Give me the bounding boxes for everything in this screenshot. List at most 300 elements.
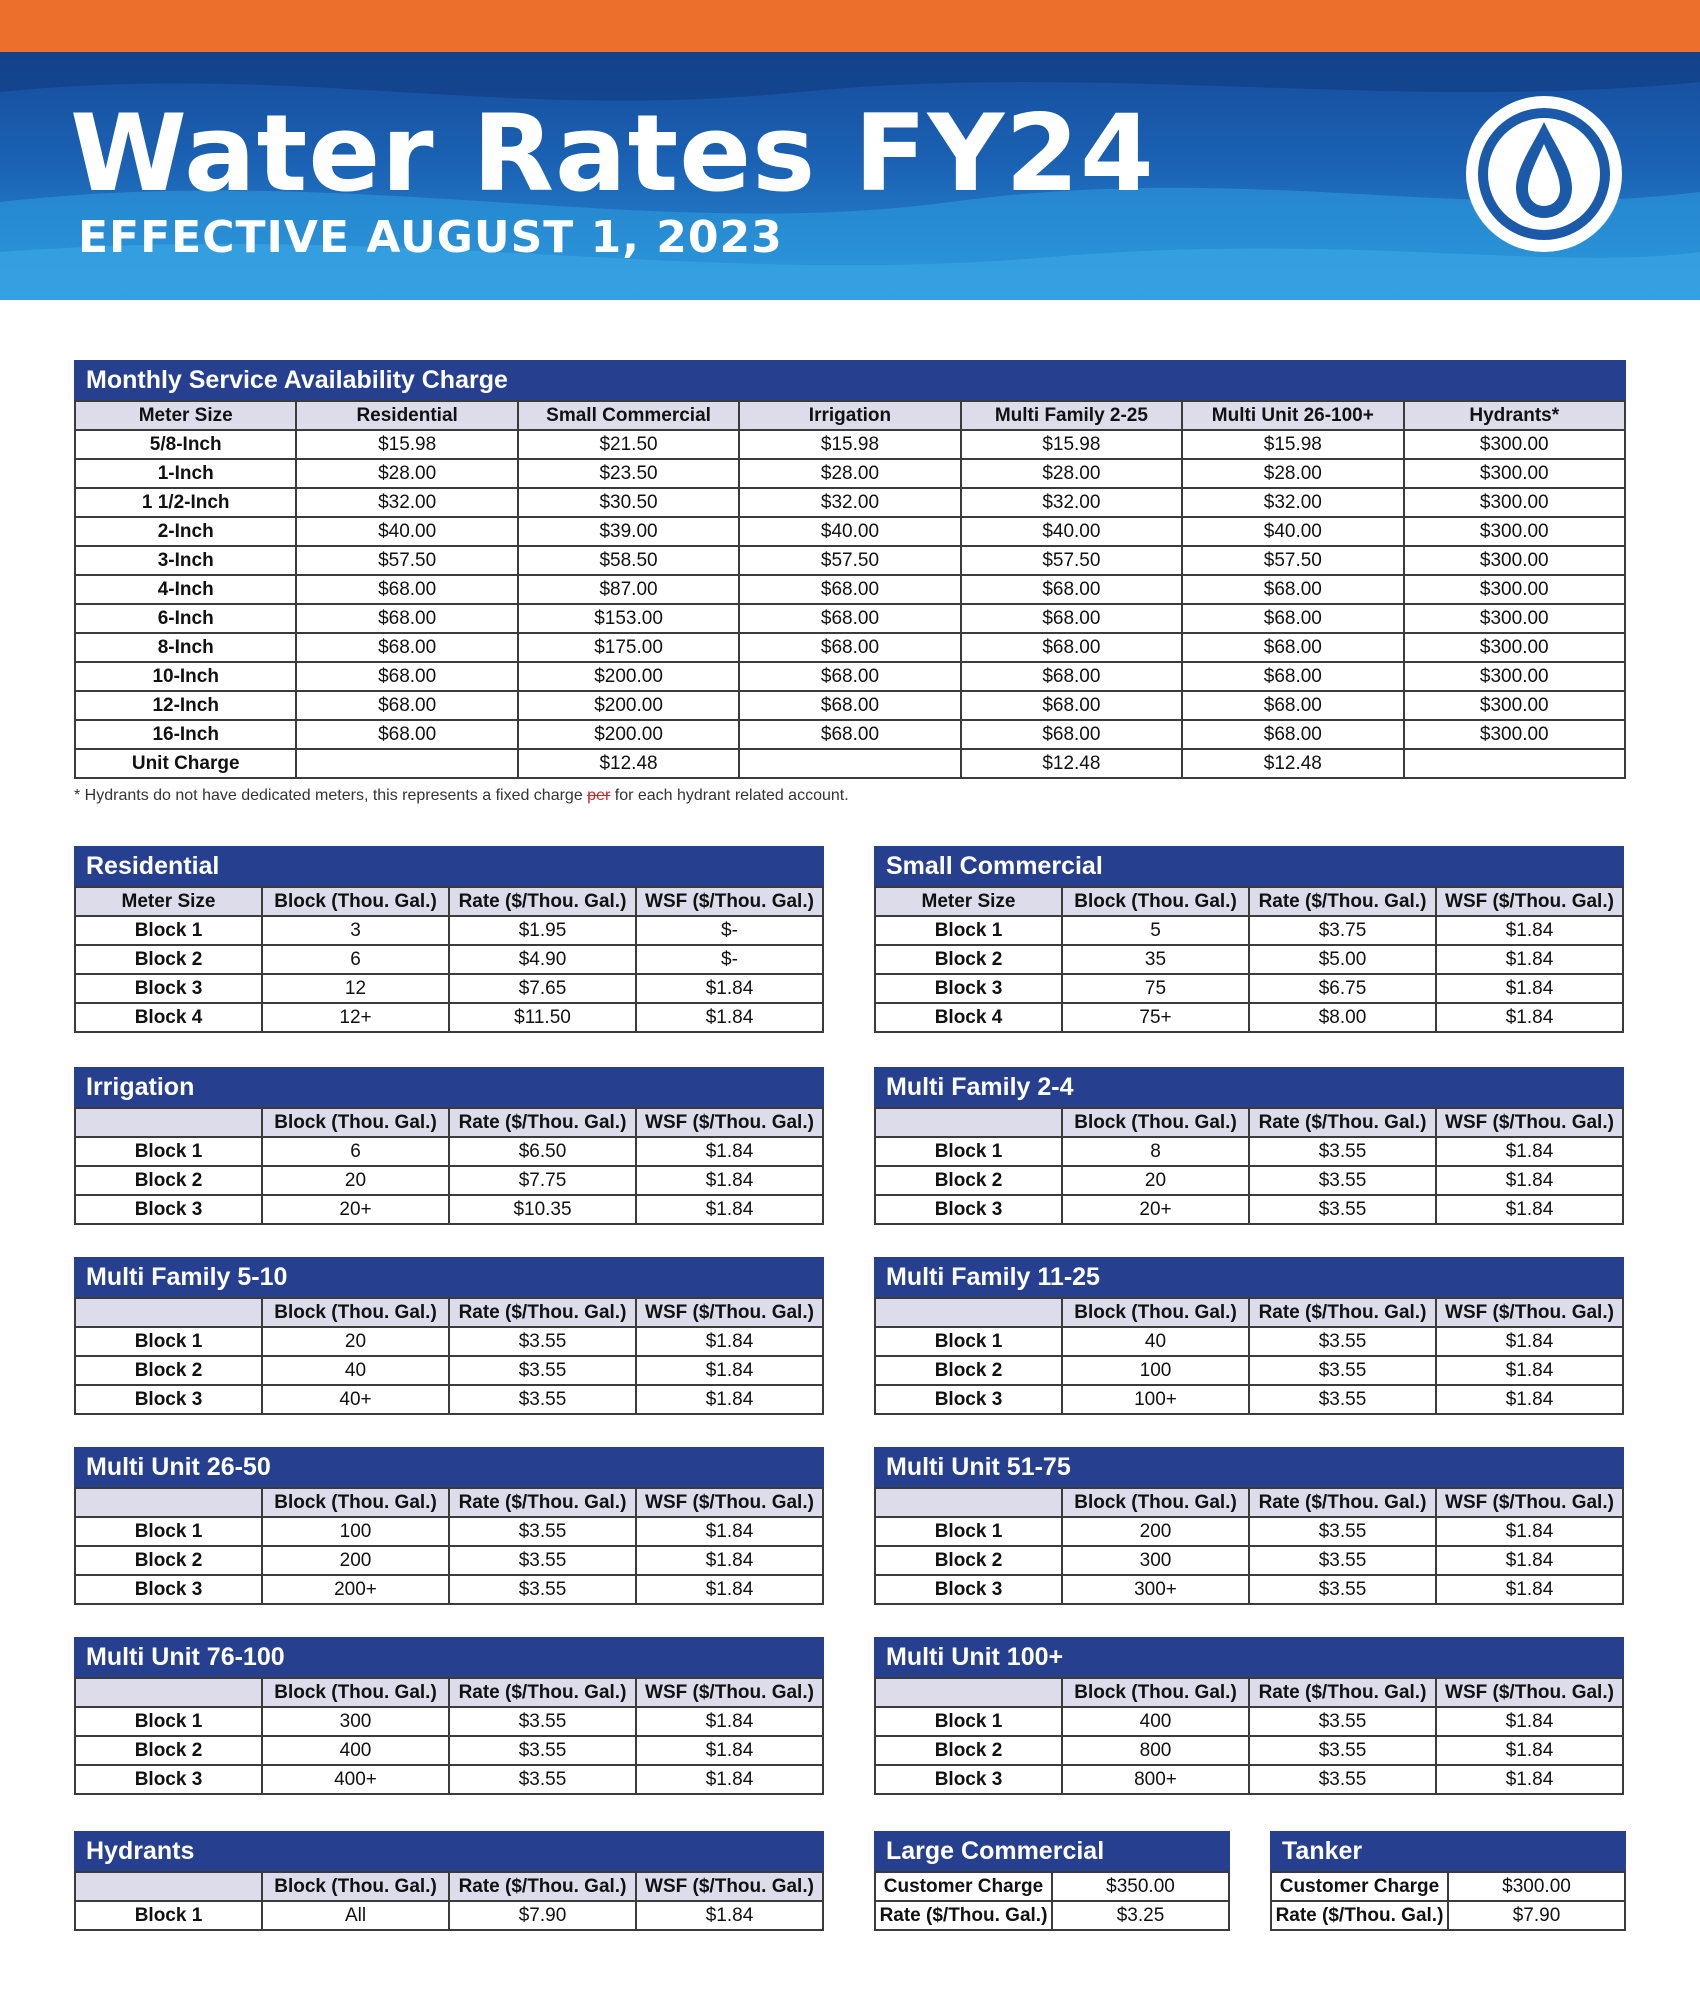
table-cell: $15.98 — [961, 430, 1182, 459]
table-cell: 6 — [262, 1137, 449, 1166]
table-cell: $350.00 — [1052, 1872, 1229, 1901]
table-cell: $1.84 — [636, 1166, 823, 1195]
table-cell: $1.84 — [1436, 1385, 1623, 1414]
table-cell: $68.00 — [961, 662, 1182, 691]
table-cell: 2-Inch — [75, 517, 296, 546]
table-row — [75, 1003, 823, 1032]
table-cell: $- — [636, 916, 823, 945]
column-header — [875, 1298, 1062, 1327]
table-row — [875, 1736, 1623, 1765]
footnote-struck-word: per — [587, 787, 611, 804]
table-cell: 16-Inch — [75, 720, 296, 749]
table-cell: $32.00 — [1182, 488, 1403, 517]
table-cell: 5 — [1062, 916, 1249, 945]
column-header — [875, 1488, 1062, 1517]
table-cell: Block 2 — [75, 1166, 262, 1195]
table-cell: $300.00 — [1404, 633, 1625, 662]
table-row — [75, 691, 1625, 720]
table-cell: $300.00 — [1404, 488, 1625, 517]
residential-table — [74, 886, 824, 1033]
table-cell: 8 — [1062, 1137, 1249, 1166]
column-header: Irrigation — [739, 401, 960, 430]
table-cell: $1.84 — [636, 1707, 823, 1736]
table-row — [1271, 1901, 1625, 1930]
table-cell: $1.95 — [449, 916, 636, 945]
table-cell: $3.75 — [1249, 916, 1436, 945]
small-commercial-table — [874, 886, 1624, 1033]
column-header: Block (Thou. Gal.) — [1062, 1488, 1249, 1517]
table-row — [75, 1327, 823, 1356]
table-cell: $1.84 — [1436, 1575, 1623, 1604]
table-cell: $68.00 — [296, 575, 517, 604]
table-cell: 8-Inch — [75, 633, 296, 662]
table-cell: Block 3 — [75, 1765, 262, 1794]
table-cell: $3.55 — [1249, 1736, 1436, 1765]
table-cell: $1.84 — [636, 1736, 823, 1765]
table-row — [75, 1195, 823, 1224]
table-cell: Block 1 — [75, 1327, 262, 1356]
table-cell: 200+ — [262, 1575, 449, 1604]
table-row — [75, 633, 1625, 662]
table-cell: $3.55 — [1249, 1356, 1436, 1385]
table-cell: $32.00 — [739, 488, 960, 517]
table-cell: 3-Inch — [75, 546, 296, 575]
multi-family-11-25-title: Multi Family 11-25 — [874, 1257, 1624, 1297]
table-cell: $1.84 — [636, 1575, 823, 1604]
multi-unit-100-plus-title: Multi Unit 100+ — [874, 1637, 1624, 1677]
table-cell: Block 3 — [875, 1575, 1062, 1604]
table-cell: Block 3 — [75, 1195, 262, 1224]
table-row — [75, 1517, 823, 1546]
table-cell: $300.00 — [1404, 662, 1625, 691]
table-cell: $300.00 — [1404, 459, 1625, 488]
table-row — [875, 1327, 1623, 1356]
table-cell: $57.50 — [961, 546, 1182, 575]
table-cell: $3.55 — [449, 1517, 636, 1546]
table-header-row — [75, 1678, 823, 1707]
table-cell: $40.00 — [739, 517, 960, 546]
table-cell: $68.00 — [739, 662, 960, 691]
multi-unit-51-75-section — [874, 1447, 1624, 1605]
small-commercial-section — [874, 846, 1624, 1033]
multi-unit-76-100-table — [74, 1677, 824, 1795]
table-cell: 20 — [262, 1327, 449, 1356]
table-header-row — [875, 1298, 1623, 1327]
column-header: WSF ($/Thou. Gal.) — [636, 1872, 823, 1901]
irrigation-table — [74, 1107, 824, 1225]
table-header-row — [75, 1488, 823, 1517]
table-cell: $3.55 — [1249, 1707, 1436, 1736]
msac-table-title: Monthly Service Availability Charge — [74, 360, 1626, 400]
table-cell: Block 2 — [75, 1736, 262, 1765]
table-cell: $10.35 — [449, 1195, 636, 1224]
page-subtitle: EFFECTIVE AUGUST 1, 2023 — [78, 212, 783, 263]
tanker-title: Tanker — [1270, 1831, 1626, 1871]
footnote-text-end: for each hydrant related account. — [610, 787, 849, 804]
multi-unit-26-50-table — [74, 1487, 824, 1605]
table-cell: Block 1 — [875, 1707, 1062, 1736]
table-row — [75, 1765, 823, 1794]
column-header: WSF ($/Thou. Gal.) — [1436, 1678, 1623, 1707]
table-cell: $175.00 — [518, 633, 739, 662]
table-row — [75, 1901, 823, 1930]
table-cell: Block 3 — [875, 1765, 1062, 1794]
table-cell: Block 3 — [875, 1195, 1062, 1224]
column-header: Block (Thou. Gal.) — [1062, 887, 1249, 916]
table-row — [875, 916, 1623, 945]
msac-table-section — [74, 360, 1626, 779]
table-cell: $68.00 — [961, 720, 1182, 749]
tanker-section — [1270, 1831, 1626, 1931]
table-cell: $8.00 — [1249, 1003, 1436, 1032]
table-cell: Customer Charge — [1271, 1872, 1448, 1901]
column-header: Meter Size — [75, 401, 296, 430]
table-cell: $32.00 — [961, 488, 1182, 517]
table-cell: $68.00 — [739, 720, 960, 749]
column-header: Block (Thou. Gal.) — [1062, 1298, 1249, 1327]
table-cell: $1.84 — [636, 1195, 823, 1224]
table-cell: 400 — [262, 1736, 449, 1765]
msac-table — [74, 400, 1626, 779]
table-row — [875, 974, 1623, 1003]
table-row — [75, 459, 1625, 488]
page-title: Water Rates FY24 — [70, 92, 1155, 215]
table-cell: $3.25 — [1052, 1901, 1229, 1930]
column-header: Hydrants* — [1404, 401, 1625, 430]
table-cell: $40.00 — [296, 517, 517, 546]
table-cell: $28.00 — [961, 459, 1182, 488]
table-cell: Block 1 — [75, 1707, 262, 1736]
table-cell: Block 2 — [75, 945, 262, 974]
table-row — [875, 1546, 1623, 1575]
residential-title: Residential — [74, 846, 824, 886]
table-cell: 100 — [262, 1517, 449, 1546]
table-cell: Block 3 — [875, 1385, 1062, 1414]
table-header-row — [75, 1108, 823, 1137]
table-cell: $3.55 — [449, 1736, 636, 1765]
table-cell: $6.50 — [449, 1137, 636, 1166]
column-header — [875, 1678, 1062, 1707]
table-cell: $300.00 — [1404, 691, 1625, 720]
table-row — [1271, 1872, 1625, 1901]
table-cell: $1.84 — [636, 1327, 823, 1356]
hydrants-title: Hydrants — [74, 1831, 824, 1871]
table-cell: $28.00 — [1182, 459, 1403, 488]
table-cell: 12-Inch — [75, 691, 296, 720]
column-header: WSF ($/Thou. Gal.) — [636, 1298, 823, 1327]
multi-family-2-4-title: Multi Family 2-4 — [874, 1067, 1624, 1107]
table-cell: 35 — [1062, 945, 1249, 974]
column-header — [75, 1488, 262, 1517]
table-row — [875, 1003, 1623, 1032]
column-header: Block (Thou. Gal.) — [262, 1678, 449, 1707]
table-cell: 20+ — [262, 1195, 449, 1224]
column-header: Residential — [296, 401, 517, 430]
table-cell: $300.00 — [1404, 575, 1625, 604]
table-cell: $1.84 — [636, 1356, 823, 1385]
multi-family-5-10-section — [74, 1257, 824, 1415]
small-commercial-title: Small Commercial — [874, 846, 1624, 886]
table-cell — [1404, 749, 1625, 778]
table-row — [875, 1872, 1229, 1901]
column-header: Meter Size — [875, 887, 1062, 916]
column-header — [875, 1108, 1062, 1137]
table-cell: 3 — [262, 916, 449, 945]
table-cell: $12.48 — [961, 749, 1182, 778]
table-cell: Rate ($/Thou. Gal.) — [1271, 1901, 1448, 1930]
table-cell: 200 — [1062, 1517, 1249, 1546]
table-cell: $68.00 — [739, 691, 960, 720]
table-cell: 40 — [262, 1356, 449, 1385]
table-cell: $300.00 — [1404, 720, 1625, 749]
table-cell: $3.55 — [1249, 1137, 1436, 1166]
table-cell: $3.55 — [1249, 1517, 1436, 1546]
table-cell: $300.00 — [1448, 1872, 1625, 1901]
multi-family-2-4-section — [874, 1067, 1624, 1225]
table-cell: $3.55 — [1249, 1166, 1436, 1195]
table-cell: $1.84 — [1436, 1517, 1623, 1546]
table-cell: $3.55 — [1249, 1195, 1436, 1224]
multi-unit-76-100-title: Multi Unit 76-100 — [74, 1637, 824, 1677]
table-cell: $3.55 — [449, 1765, 636, 1794]
table-row — [75, 916, 823, 945]
table-row — [875, 1517, 1623, 1546]
table-cell: $3.55 — [449, 1575, 636, 1604]
table-cell: $7.75 — [449, 1166, 636, 1195]
column-header: Rate ($/Thou. Gal.) — [449, 887, 636, 916]
table-cell: $3.55 — [449, 1707, 636, 1736]
table-cell: Block 3 — [75, 974, 262, 1003]
table-cell: $68.00 — [961, 691, 1182, 720]
column-header: Rate ($/Thou. Gal.) — [1249, 1488, 1436, 1517]
table-cell: $30.50 — [518, 488, 739, 517]
table-cell: $6.75 — [1249, 974, 1436, 1003]
table-row — [75, 720, 1625, 749]
table-row — [75, 1575, 823, 1604]
table-cell: 300 — [262, 1707, 449, 1736]
table-cell: $68.00 — [296, 720, 517, 749]
table-cell: 12 — [262, 974, 449, 1003]
table-row — [875, 945, 1623, 974]
table-cell: $28.00 — [739, 459, 960, 488]
table-cell: Unit Charge — [75, 749, 296, 778]
column-header: Meter Size — [75, 887, 262, 916]
table-row — [75, 974, 823, 1003]
table-cell: $68.00 — [296, 662, 517, 691]
table-cell: $200.00 — [518, 720, 739, 749]
table-row — [75, 945, 823, 974]
table-header-row — [75, 1872, 823, 1901]
table-cell: $1.84 — [1436, 1707, 1623, 1736]
table-cell: $1.84 — [1436, 1137, 1623, 1166]
column-header: Rate ($/Thou. Gal.) — [1249, 1678, 1436, 1707]
table-cell: $1.84 — [1436, 1166, 1623, 1195]
table-cell: $1.84 — [636, 1003, 823, 1032]
table-cell: Block 2 — [75, 1356, 262, 1385]
column-header: Block (Thou. Gal.) — [262, 1108, 449, 1137]
column-header: Block (Thou. Gal.) — [262, 1488, 449, 1517]
table-cell: $39.00 — [518, 517, 739, 546]
multi-family-11-25-table — [874, 1297, 1624, 1415]
table-row — [75, 430, 1625, 459]
table-cell: Block 1 — [875, 916, 1062, 945]
table-cell: 400 — [1062, 1707, 1249, 1736]
table-cell: 20 — [1062, 1166, 1249, 1195]
column-header: Multi Family 2-25 — [961, 401, 1182, 430]
table-cell: Block 1 — [75, 1137, 262, 1166]
table-header-row — [75, 887, 823, 916]
table-row — [75, 1166, 823, 1195]
table-cell: 200 — [262, 1546, 449, 1575]
table-cell: $1.84 — [1436, 945, 1623, 974]
table-cell: $32.00 — [296, 488, 517, 517]
table-cell: $3.55 — [1249, 1327, 1436, 1356]
table-cell: $- — [636, 945, 823, 974]
table-cell: Block 1 — [75, 1517, 262, 1546]
table-row — [75, 546, 1625, 575]
table-cell: Customer Charge — [875, 1872, 1052, 1901]
table-row — [75, 488, 1625, 517]
table-cell: $1.84 — [1436, 974, 1623, 1003]
large-commercial-section — [874, 1831, 1230, 1931]
table-row — [75, 749, 1625, 778]
column-header: Multi Unit 26-100+ — [1182, 401, 1403, 430]
column-header: Rate ($/Thou. Gal.) — [1249, 1108, 1436, 1137]
table-header-row — [75, 401, 1625, 430]
table-cell: $4.90 — [449, 945, 636, 974]
table-cell: 6-Inch — [75, 604, 296, 633]
table-cell: $1.84 — [1436, 1736, 1623, 1765]
table-cell: $68.00 — [1182, 604, 1403, 633]
table-cell: $68.00 — [739, 633, 960, 662]
table-cell: $68.00 — [1182, 720, 1403, 749]
table-cell: 5/8-Inch — [75, 430, 296, 459]
table-cell: $11.50 — [449, 1003, 636, 1032]
table-cell: $68.00 — [1182, 633, 1403, 662]
table-cell: Block 3 — [75, 1575, 262, 1604]
table-cell: $3.55 — [1249, 1575, 1436, 1604]
table-header-row — [875, 1108, 1623, 1137]
footnote-text: * Hydrants do not have dedicated meters, this represents a fixed charge — [74, 787, 588, 804]
table-cell: $7.65 — [449, 974, 636, 1003]
table-cell: 800 — [1062, 1736, 1249, 1765]
table-cell: 20 — [262, 1166, 449, 1195]
table-row — [75, 1736, 823, 1765]
table-cell: 12+ — [262, 1003, 449, 1032]
multi-unit-26-50-section — [74, 1447, 824, 1605]
table-cell: $68.00 — [739, 604, 960, 633]
table-cell: $15.98 — [1182, 430, 1403, 459]
column-header — [75, 1872, 262, 1901]
table-cell: $300.00 — [1404, 546, 1625, 575]
table-cell: $1.84 — [636, 1765, 823, 1794]
table-cell: $3.55 — [1249, 1765, 1436, 1794]
column-header — [75, 1678, 262, 1707]
table-cell: $15.98 — [739, 430, 960, 459]
table-row — [75, 662, 1625, 691]
table-cell — [739, 749, 960, 778]
multi-unit-100-plus-table — [874, 1677, 1624, 1795]
table-cell: 1 1/2-Inch — [75, 488, 296, 517]
table-cell: 800+ — [1062, 1765, 1249, 1794]
table-cell: $300.00 — [1404, 517, 1625, 546]
table-cell: Block 2 — [875, 945, 1062, 974]
table-cell: $68.00 — [296, 691, 517, 720]
table-cell: $1.84 — [636, 1137, 823, 1166]
column-header: Block (Thou. Gal.) — [1062, 1108, 1249, 1137]
table-cell: $1.84 — [1436, 1195, 1623, 1224]
table-cell: $1.84 — [636, 1385, 823, 1414]
irrigation-section — [74, 1067, 824, 1225]
column-header: WSF ($/Thou. Gal.) — [1436, 1108, 1623, 1137]
table-cell: 75 — [1062, 974, 1249, 1003]
header-banner — [0, 52, 1700, 300]
irrigation-title: Irrigation — [74, 1067, 824, 1107]
tanker-table — [1270, 1871, 1626, 1931]
table-row — [75, 1546, 823, 1575]
table-cell: Block 1 — [875, 1517, 1062, 1546]
table-cell: $1.84 — [636, 1546, 823, 1575]
table-cell: Rate ($/Thou. Gal.) — [875, 1901, 1052, 1930]
table-cell: 20+ — [1062, 1195, 1249, 1224]
table-cell: $1.84 — [1436, 1003, 1623, 1032]
table-cell: $57.50 — [739, 546, 960, 575]
table-cell: $68.00 — [961, 575, 1182, 604]
column-header: Block (Thou. Gal.) — [1062, 1678, 1249, 1707]
table-header-row — [875, 887, 1623, 916]
table-cell: $3.55 — [1249, 1385, 1436, 1414]
multi-family-2-4-table — [874, 1107, 1624, 1225]
residential-section — [74, 846, 824, 1033]
table-cell: Block 3 — [75, 1385, 262, 1414]
column-header: Rate ($/Thou. Gal.) — [449, 1298, 636, 1327]
table-row — [75, 575, 1625, 604]
table-cell: $3.55 — [449, 1327, 636, 1356]
table-cell: $23.50 — [518, 459, 739, 488]
table-cell: $15.98 — [296, 430, 517, 459]
table-cell: Block 2 — [75, 1546, 262, 1575]
multi-unit-51-75-title: Multi Unit 51-75 — [874, 1447, 1624, 1487]
table-row — [875, 1137, 1623, 1166]
table-cell: $1.84 — [1436, 1356, 1623, 1385]
table-cell: 75+ — [1062, 1003, 1249, 1032]
column-header: Rate ($/Thou. Gal.) — [1249, 887, 1436, 916]
table-cell: $21.50 — [518, 430, 739, 459]
table-cell: Block 1 — [75, 916, 262, 945]
multi-family-5-10-title: Multi Family 5-10 — [74, 1257, 824, 1297]
column-header: WSF ($/Thou. Gal.) — [636, 887, 823, 916]
column-header: Block (Thou. Gal.) — [262, 1872, 449, 1901]
table-cell: $200.00 — [518, 662, 739, 691]
orange-top-bar — [0, 0, 1700, 52]
table-cell: Block 2 — [875, 1166, 1062, 1195]
table-cell: Block 1 — [875, 1327, 1062, 1356]
table-cell — [296, 749, 517, 778]
table-cell: $57.50 — [296, 546, 517, 575]
table-cell: $12.48 — [518, 749, 739, 778]
table-cell: $68.00 — [1182, 575, 1403, 604]
table-cell: $3.55 — [449, 1546, 636, 1575]
table-row — [875, 1356, 1623, 1385]
table-cell: $3.55 — [449, 1356, 636, 1385]
table-header-row — [875, 1488, 1623, 1517]
column-header: WSF ($/Thou. Gal.) — [636, 1488, 823, 1517]
table-cell: $68.00 — [1182, 662, 1403, 691]
column-header: Block (Thou. Gal.) — [262, 1298, 449, 1327]
water-drop-icon — [1462, 92, 1626, 256]
table-row — [875, 1901, 1229, 1930]
table-row — [875, 1385, 1623, 1414]
